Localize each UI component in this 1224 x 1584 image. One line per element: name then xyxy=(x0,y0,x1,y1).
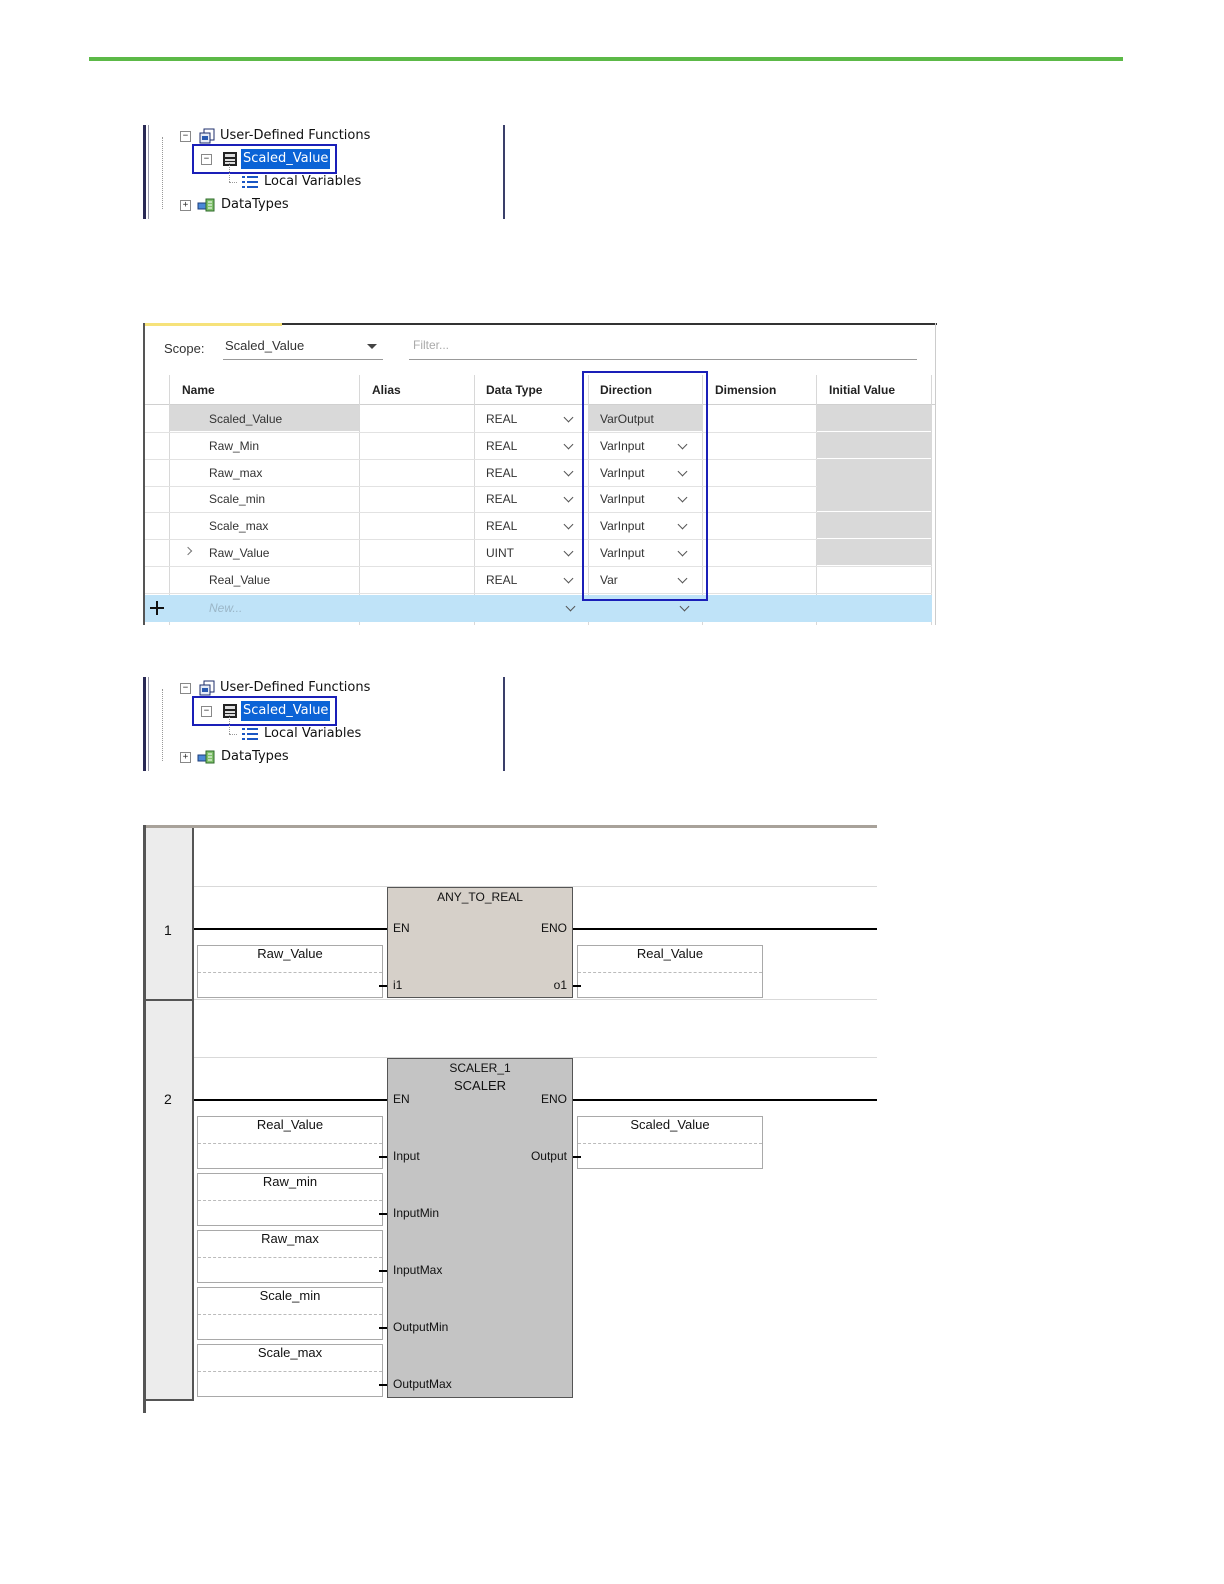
power-rail-wire xyxy=(194,928,388,930)
eno-pin[interactable]: ENO xyxy=(540,1092,567,1106)
variable-name-cell[interactable]: Real_Value xyxy=(209,573,271,587)
variable-direction-cell[interactable]: VarInput xyxy=(600,439,645,453)
chevron-down-icon[interactable] xyxy=(566,602,576,612)
en-pin[interactable]: EN xyxy=(393,921,410,935)
variable-name-cell[interactable]: Raw_max xyxy=(209,466,263,480)
chevron-down-icon[interactable] xyxy=(564,440,574,450)
top-green-rule xyxy=(89,57,1123,61)
collapse-toggle-icon[interactable]: − xyxy=(180,683,191,694)
output-pin-o1[interactable]: o1 xyxy=(553,978,567,992)
expand-toggle-icon[interactable]: + xyxy=(180,200,191,211)
input-pin-i1[interactable]: i1 xyxy=(393,978,403,992)
variable-direction-cell[interactable]: VarInput xyxy=(600,492,645,506)
filter-input[interactable] xyxy=(409,333,917,360)
variable-data-type-cell[interactable]: REAL xyxy=(486,573,518,587)
output-pin-output[interactable]: Output xyxy=(530,1149,567,1163)
filter-placeholder: Filter... xyxy=(413,338,450,352)
chevron-down-icon[interactable] xyxy=(564,547,574,557)
output-wire xyxy=(573,928,877,930)
variable-name: Scale_max xyxy=(198,1345,382,1372)
column-header-direction[interactable]: Direction xyxy=(600,383,653,397)
pin-connector xyxy=(379,1213,387,1215)
variable-name-cell[interactable]: Raw_Value xyxy=(209,546,270,560)
block-title: SCALER xyxy=(453,1078,507,1093)
ladder-editor xyxy=(143,825,877,1415)
variable-direction-cell[interactable]: VarInput xyxy=(600,466,645,480)
dropdown-arrow-icon xyxy=(367,344,377,350)
chevron-down-icon[interactable] xyxy=(564,493,574,503)
rung-number: 1 xyxy=(164,922,172,938)
chevron-down-icon[interactable] xyxy=(564,574,574,584)
initial-value-cell-disabled xyxy=(817,485,932,511)
tree-label-datatypes: DataTypes xyxy=(221,197,289,212)
datatypes-icon xyxy=(197,749,215,765)
variable-data-type-cell[interactable]: REAL xyxy=(486,519,518,533)
rung-number: 2 xyxy=(164,1091,172,1107)
tree-connector xyxy=(229,715,230,734)
variable-data-type-cell[interactable]: REAL xyxy=(486,439,518,453)
tree-label-scaled-value: Scaled_Value xyxy=(241,149,330,169)
variable-name: Real_Value xyxy=(198,1117,382,1144)
variable-box-scale-min[interactable] xyxy=(197,1287,383,1340)
chevron-down-icon[interactable] xyxy=(564,467,574,477)
tree-label-local-variables: Local Variables xyxy=(264,726,362,741)
variable-direction-cell[interactable]: VarOutput xyxy=(600,412,654,426)
tree-label-local-variables: Local Variables xyxy=(264,174,362,189)
input-pin-inputmin[interactable]: InputMin xyxy=(393,1206,440,1220)
variable-name-cell[interactable]: Scaled_Value xyxy=(209,412,283,426)
pin-connector xyxy=(379,1156,387,1158)
input-pin-inputmax[interactable]: InputMax xyxy=(393,1263,443,1277)
chevron-down-icon[interactable] xyxy=(564,520,574,530)
variable-data-type-cell[interactable]: REAL xyxy=(486,466,518,480)
column-header-name[interactable]: Name xyxy=(182,383,215,397)
any-to-real-block[interactable] xyxy=(387,887,573,998)
variable-row[interactable] xyxy=(145,459,932,487)
tree-connector xyxy=(229,163,230,182)
function-icon xyxy=(222,151,238,167)
variable-name-cell[interactable]: Scale_min xyxy=(209,492,266,506)
pin-connector xyxy=(379,1384,387,1386)
input-pin-outputmax[interactable]: OutputMax xyxy=(393,1377,452,1391)
scaler-block[interactable] xyxy=(387,1058,573,1398)
variable-box-scale-max[interactable] xyxy=(197,1344,383,1397)
rung-1-gutter[interactable] xyxy=(146,828,194,1001)
scope-dropdown[interactable] xyxy=(223,333,383,360)
collapse-toggle-icon[interactable]: − xyxy=(201,154,212,165)
column-header-alias[interactable]: Alias xyxy=(372,383,401,397)
column-header-initial-value[interactable]: Initial Value xyxy=(829,383,896,397)
tree-label-user-defined-functions: User-Defined Functions xyxy=(220,680,371,695)
list-icon xyxy=(242,175,258,189)
pin-connector xyxy=(379,985,387,987)
variable-data-type-cell[interactable]: REAL xyxy=(486,492,518,506)
collapse-toggle-icon[interactable]: − xyxy=(201,706,212,717)
panel-left-border xyxy=(143,677,146,771)
function-icon xyxy=(222,703,238,719)
add-row-icon[interactable] xyxy=(150,601,164,615)
column-header-dimension[interactable]: Dimension xyxy=(715,383,777,397)
variable-row[interactable] xyxy=(145,485,932,513)
variable-box-raw-value[interactable] xyxy=(197,945,383,998)
variable-row[interactable] xyxy=(145,566,932,594)
tree-label-scaled-value: Scaled_Value xyxy=(241,701,330,721)
variable-data-type-cell[interactable]: UINT xyxy=(486,546,514,560)
rung-2-gutter[interactable] xyxy=(146,1001,194,1401)
tree-label-datatypes: DataTypes xyxy=(221,749,289,764)
variable-data-type-cell[interactable]: REAL xyxy=(486,412,518,426)
pin-connector xyxy=(379,1270,387,1272)
expand-toggle-icon[interactable]: + xyxy=(180,752,191,763)
variable-row[interactable] xyxy=(145,539,932,567)
input-pin-input[interactable]: Input xyxy=(393,1149,420,1163)
variable-name: Raw_max xyxy=(198,1231,382,1258)
initial-value-cell-disabled xyxy=(817,459,932,485)
tree-label-user-defined-functions: User-Defined Functions xyxy=(220,128,371,143)
chevron-down-icon[interactable] xyxy=(564,413,574,423)
block-instance-name: SCALER_1 xyxy=(449,1061,511,1075)
initial-value-cell-disabled xyxy=(817,405,932,431)
pin-connector xyxy=(573,1156,581,1158)
variable-row[interactable] xyxy=(145,405,932,433)
panel-left-border-inner xyxy=(148,125,149,219)
pin-connector xyxy=(379,1327,387,1329)
user-functions-folder-icon xyxy=(199,680,215,696)
variable-name-cell[interactable]: Raw_Min xyxy=(209,439,260,453)
block-title: ANY_TO_REAL xyxy=(437,890,523,904)
datatypes-icon xyxy=(197,197,215,213)
project-tree-panel-2 xyxy=(143,677,507,771)
initial-value-cell-disabled xyxy=(817,539,932,565)
power-rail-wire xyxy=(194,1099,388,1101)
variable-name: Scale_min xyxy=(198,1288,382,1315)
variable-box-raw-min[interactable] xyxy=(197,1173,383,1226)
variable-name: Raw_min xyxy=(198,1174,382,1201)
chevron-down-icon[interactable] xyxy=(680,602,690,612)
local-variables-grid xyxy=(143,323,937,625)
variable-name: Scaled_Value xyxy=(578,1117,762,1144)
variable-box-real-value[interactable] xyxy=(577,945,763,998)
tree-connector xyxy=(229,734,237,735)
panel-left-border xyxy=(143,125,146,219)
input-pin-outputmin[interactable]: OutputMin xyxy=(393,1320,449,1334)
variable-box-scaled-value[interactable] xyxy=(577,1116,763,1169)
variable-name: Raw_Value xyxy=(198,946,382,973)
tree-guide-line xyxy=(162,137,163,209)
project-tree-panel-1 xyxy=(143,125,507,219)
variable-name: Real_Value xyxy=(578,946,762,973)
active-tab-accent xyxy=(143,323,282,326)
grid-right-border xyxy=(935,323,936,625)
initial-value-cell-disabled xyxy=(817,432,932,458)
output-wire xyxy=(573,1099,877,1101)
chevron-right-icon[interactable] xyxy=(184,547,192,555)
tree-connector xyxy=(229,182,237,183)
variable-direction-cell[interactable]: VarInput xyxy=(600,519,645,533)
new-row-placeholder: New... xyxy=(209,601,243,615)
eno-pin[interactable]: ENO xyxy=(540,921,567,935)
row-separator xyxy=(194,999,877,1000)
user-functions-folder-icon xyxy=(199,128,215,144)
new-row[interactable] xyxy=(145,595,932,622)
panel-left-border-inner xyxy=(148,677,149,771)
pin-connector xyxy=(573,985,581,987)
list-icon xyxy=(242,727,258,741)
variable-row[interactable] xyxy=(145,432,932,460)
scope-dropdown-value: Scaled_Value xyxy=(225,338,305,353)
direction-column-highlight xyxy=(582,371,708,601)
panel-right-border xyxy=(503,125,505,219)
variable-box-real-value[interactable] xyxy=(197,1116,383,1169)
scope-label: Scope: xyxy=(164,341,205,356)
variable-box-raw-max[interactable] xyxy=(197,1230,383,1283)
en-pin[interactable]: EN xyxy=(393,1092,410,1106)
panel-right-border xyxy=(503,677,505,771)
ladder-top-border xyxy=(143,825,877,828)
collapse-toggle-icon[interactable]: − xyxy=(180,131,191,142)
variable-direction-cell[interactable]: VarInput xyxy=(600,546,645,560)
variable-name-cell[interactable]: Scale_max xyxy=(209,519,269,533)
tree-guide-line xyxy=(162,689,163,761)
variable-direction-cell[interactable]: Var xyxy=(600,573,618,587)
column-header-data-type[interactable]: Data Type xyxy=(486,383,543,397)
variable-row[interactable] xyxy=(145,512,932,540)
initial-value-cell-disabled xyxy=(817,512,932,538)
